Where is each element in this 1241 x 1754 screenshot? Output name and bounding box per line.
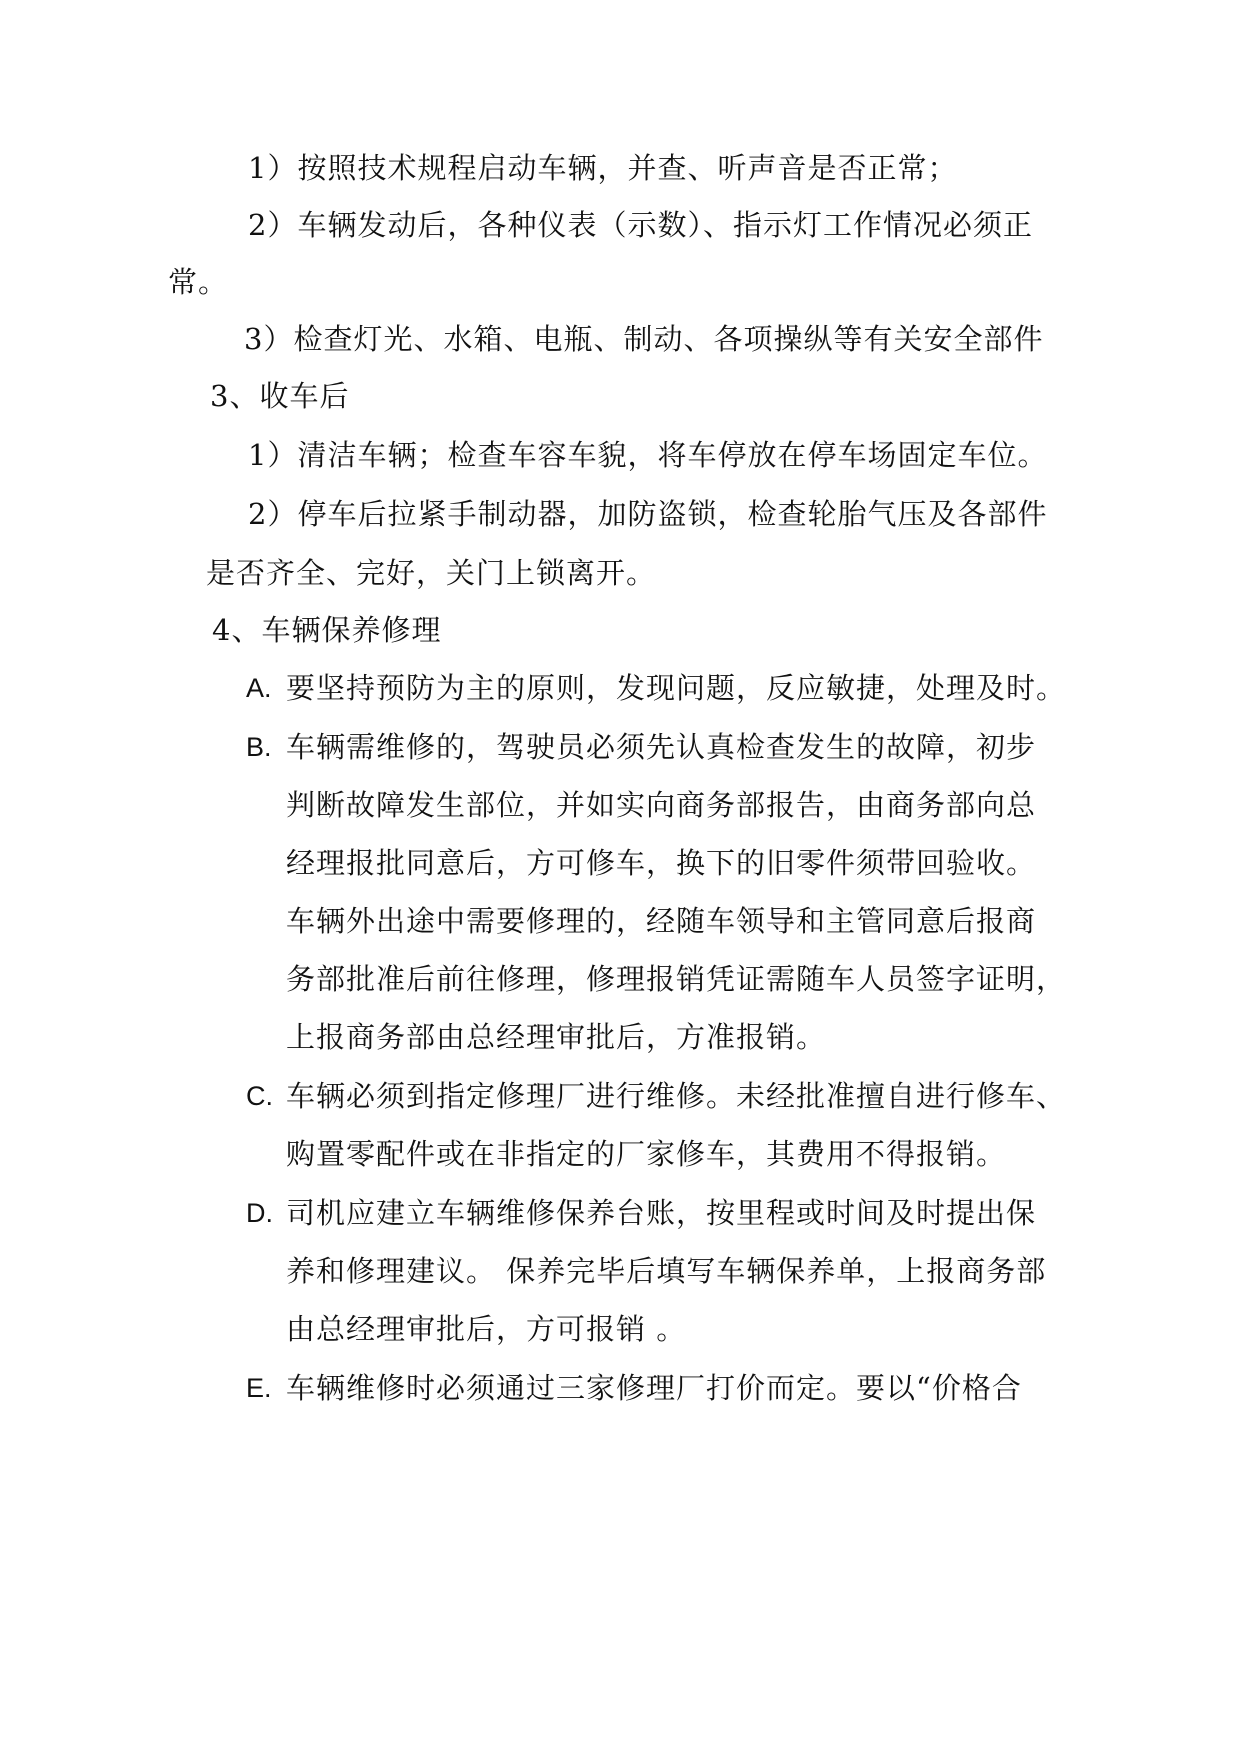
paragraph-line: 常。 bbox=[168, 265, 229, 299]
paragraph-line: 是否齐全、完好，关门上锁离开。 bbox=[206, 556, 657, 590]
list-item-line: 由总经理审批后，方可报销 。 bbox=[286, 1312, 687, 1346]
list-item-line: 养和修理建议。 保养完毕后填写车辆保养单，上报商务部 bbox=[286, 1254, 1047, 1288]
list-marker: B. bbox=[246, 732, 272, 762]
list-item-line: 购置零配件或在非指定的厂家修车，其费用不得报销。 bbox=[286, 1137, 1007, 1171]
list-item-line: 判断故障发生部位，并如实向商务部报告，由商务部向总 bbox=[286, 788, 1037, 822]
list-item-line: 务部批准后前往修理，修理报销凭证需随车人员签字证明， bbox=[286, 962, 1067, 996]
list-item-line: 经理报批同意后，方可修车，换下的旧零件须带回验收。 bbox=[286, 846, 1037, 880]
list-item-line: 车辆必须到指定修理厂进行维修。未经批准擅自进行修车、 bbox=[286, 1079, 1067, 1113]
section-heading: 4、车辆保养修理 bbox=[212, 613, 442, 647]
list-item-line: 车辆外出途中需要修理的，经随车领导和主管同意后报商 bbox=[286, 904, 1037, 938]
list-marker: A. bbox=[246, 673, 272, 703]
list-item-line: 要坚持预防为主的原则，发现问题，反应敏捷，处理及时。 bbox=[286, 671, 1067, 705]
list-item-line: 司机应建立车辆维修保养台账，按里程或时间及时提出保 bbox=[286, 1196, 1037, 1230]
list-item-line: 上报商务部由总经理审批后，方准报销。 bbox=[286, 1020, 827, 1054]
paragraph-line: 1）清洁车辆；检查车容车貌，将车停放在停车场固定车位。 bbox=[248, 438, 1048, 472]
list-marker: D. bbox=[246, 1198, 273, 1228]
list-item-line: 车辆维修时必须通过三家修理厂打价而定。要以“价格合 bbox=[286, 1371, 1022, 1405]
paragraph-line: 3）检查灯光、水箱、电瓶、制动、各项操纵等有关安全部件 bbox=[244, 322, 1044, 356]
paragraph-line: 1）按照技术规程启动车辆，并查、听声音是否正常； bbox=[248, 151, 958, 185]
list-marker: C. bbox=[246, 1081, 273, 1111]
list-item-line: 车辆需维修的，驾驶员必须先认真检查发生的故障，初步 bbox=[286, 730, 1037, 764]
paragraph-line: 2）车辆发动后，各种仪表（示数）、指示灯工作情况必须正 bbox=[248, 208, 1033, 242]
paragraph-line: 2）停车后拉紧手制动器，加防盗锁，检查轮胎气压及各部件 bbox=[248, 497, 1048, 531]
list-marker: E. bbox=[246, 1373, 272, 1403]
section-heading: 3、收车后 bbox=[210, 379, 350, 413]
